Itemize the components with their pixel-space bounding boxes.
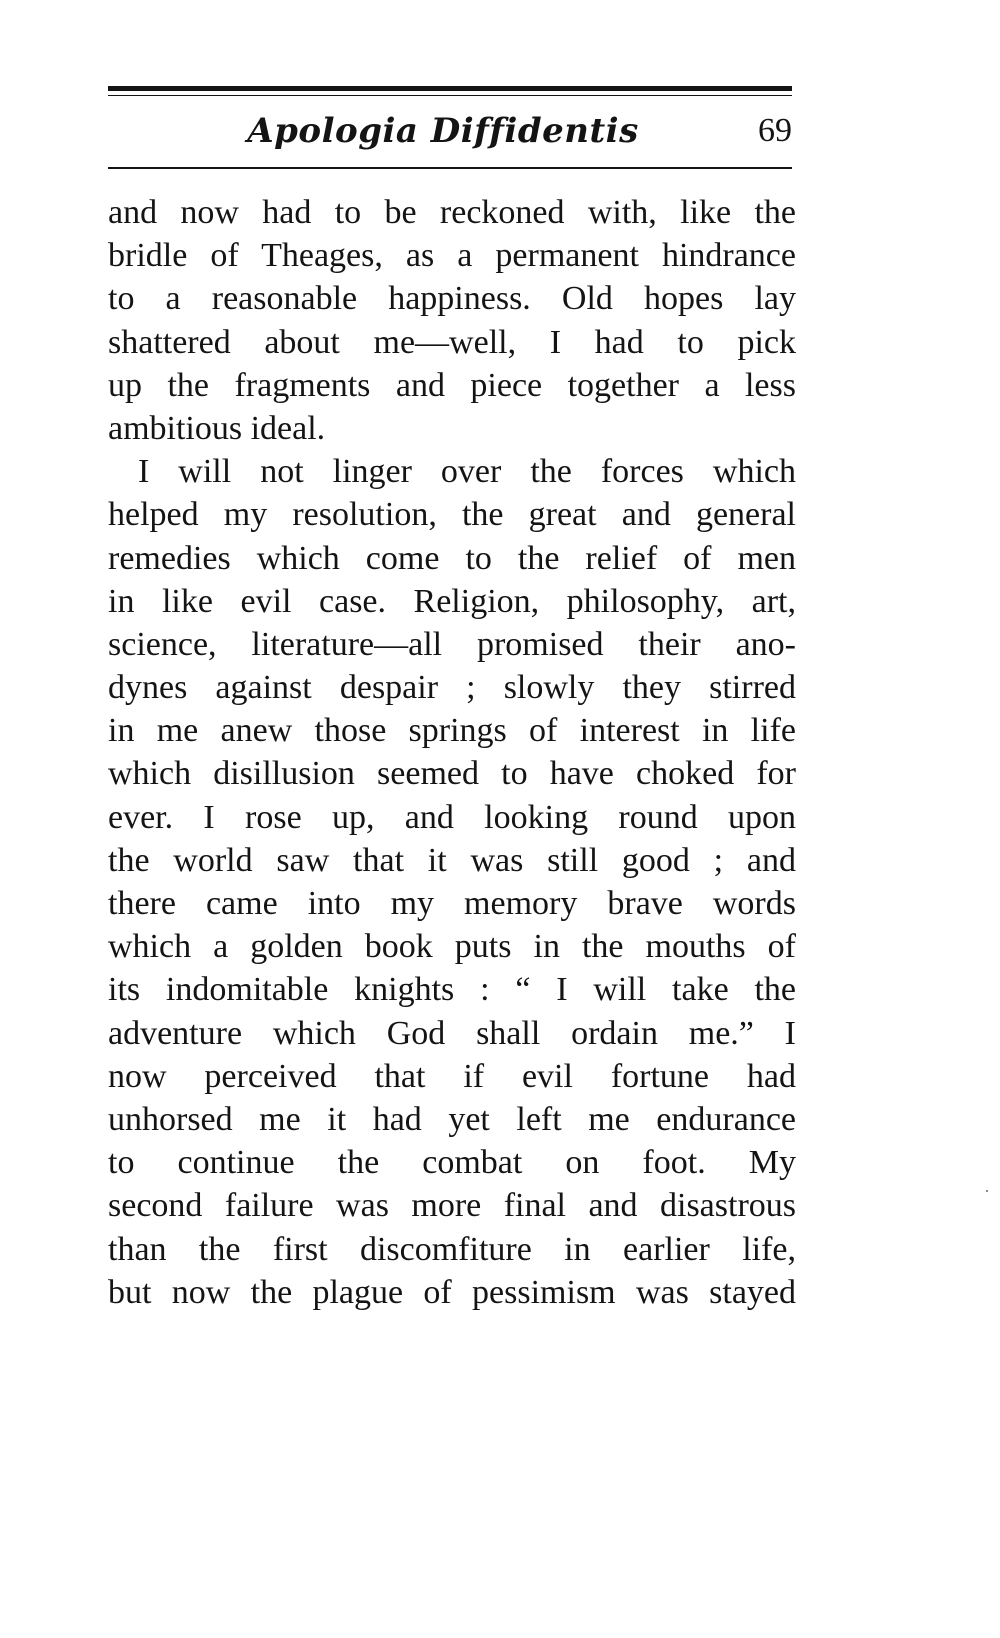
text-line: which a golden book puts in the mouths of [108,928,796,966]
scan-speck [986,1190,988,1192]
text-line: up the fragments and piece together a less [108,366,796,404]
text-line: now perceived that if evil fortune had [108,1057,796,1095]
text-line: and now had to be reckoned with, like the [108,194,796,231]
running-header [108,104,792,158]
text-line: bridle of Theages, as a permanent hindrance [108,237,796,275]
text-line: there came into my memory brave words [108,885,796,922]
running-title: Apologia Diffidentis [247,111,639,151]
body-text [108,191,796,1314]
text-line: to a reasonable happiness. Old hopes lay [108,280,796,318]
header-rule-thin [108,95,792,96]
page-number: 69 [758,112,792,149]
text-line: adventure which God shall ordain me.” I [108,1014,796,1052]
text-line: to continue the combat on foot. My [108,1144,796,1182]
text-line: but now the plague of pessimism was stayed [108,1273,796,1311]
text-line: remedies which come to the relief of men [108,539,796,577]
text-line: second failure was more final and disastrous [108,1187,796,1225]
header-rule-bottom [108,167,792,169]
text-line: which disillusion seemed to have choked for [108,755,796,793]
text-line: unhorsed me it had yet left me endurance [108,1100,796,1138]
paragraph-first-line: I will not linger over the forces which [138,453,796,491]
text-line: shattered about me—well, I had to pick [108,323,796,361]
text-line: the world saw that it was still good ; and [108,841,796,879]
text-line: ambitious ideal. [108,409,326,447]
text-line: helped my resolution, the great and general [108,496,796,534]
text-line: than the first discomfiture in earlier life, [108,1230,796,1268]
text-line: ever. I rose up, and looking round upon [108,798,796,836]
text-line: in like evil case. Religion, philosophy, art, [108,582,796,620]
text-line: science, literature—all promised their ano- [108,625,796,663]
text-line: in me anew those springs of interest in life [108,712,796,750]
text-line: its indomitable knights : “ I will take the [108,971,796,1009]
text-line: dynes against despair ; slowly they stirred [108,669,796,707]
header-rule-thick [108,86,792,91]
